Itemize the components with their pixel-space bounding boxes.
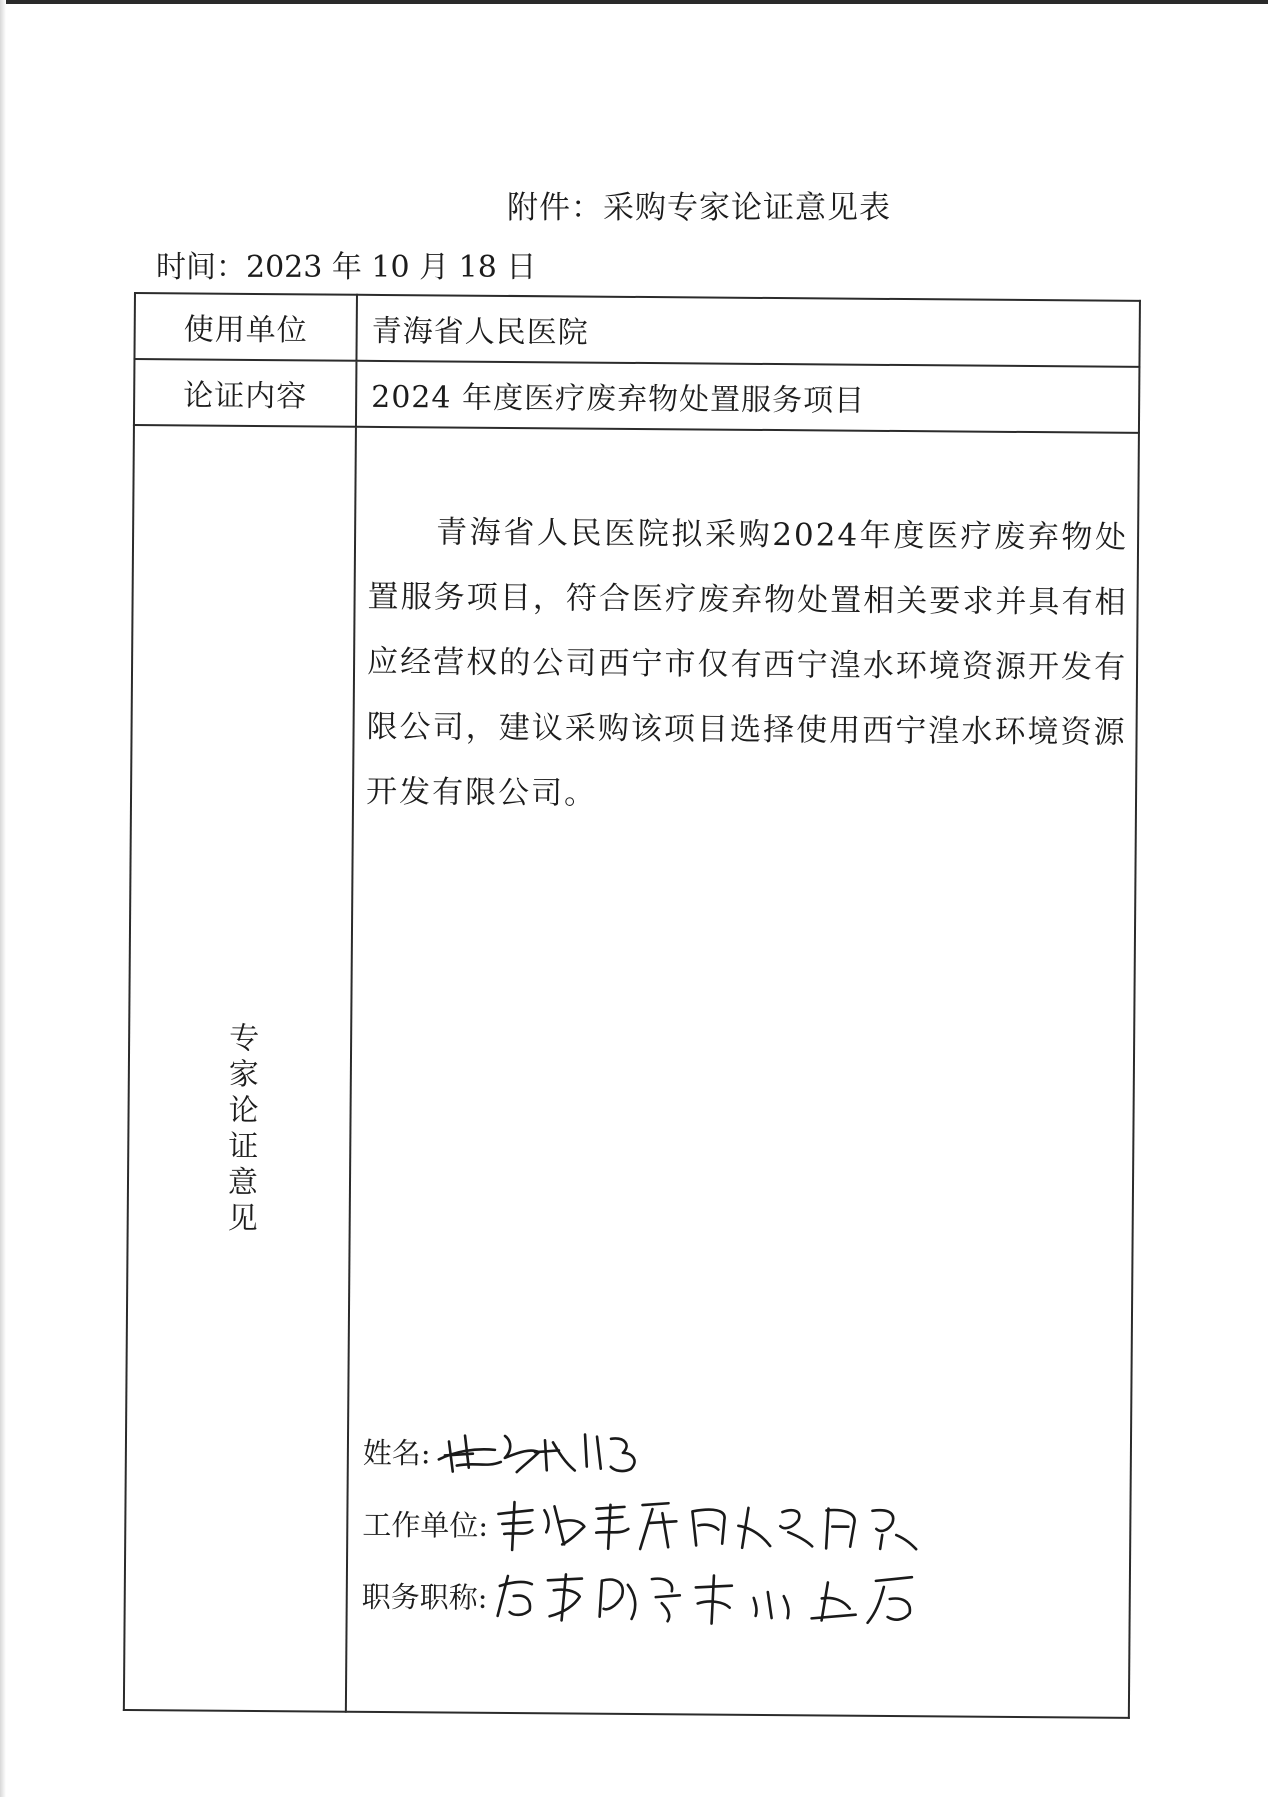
name-signature xyxy=(434,1421,684,1483)
document-title: 附件：采购专家论证意见表 xyxy=(507,190,891,226)
title-row xyxy=(361,1559,1122,1637)
handwritten-workplace-signature xyxy=(492,1494,962,1558)
title-label: 职务职称: xyxy=(361,1579,488,1615)
name-label: 姓名: xyxy=(362,1435,431,1470)
document-date: 时间：2023 年 10 月 18 日 xyxy=(156,250,537,285)
content-value: 2024 年度医疗废弃物处置服务项目 xyxy=(356,361,1139,433)
content-label: 论证内容 xyxy=(134,359,357,427)
content-row xyxy=(134,359,1139,433)
opinion-row xyxy=(124,425,1139,1718)
workplace-signature xyxy=(492,1494,962,1558)
opinion-text: 青海省人民医院拟采购2024年度医疗废弃物处置服务项目，符合医疗废弃物处置相关要求并具有相应经营权的公司西宁市仅有西宁湟水环境资源开发有限公司，建议采购该项目选择使用西宁湟水环境资源开发有限公司。 xyxy=(365,514,1129,812)
expert-opinion-form xyxy=(123,292,1141,1719)
handwritten-name-signature xyxy=(434,1421,684,1483)
opinion-cell xyxy=(346,427,1139,1718)
unit-value: 青海省人民医院 xyxy=(356,295,1139,367)
unit-row xyxy=(134,293,1139,367)
unit-label: 使用单位 xyxy=(134,293,357,361)
scan-top-edge xyxy=(0,0,1268,4)
scan-left-shadow xyxy=(0,0,6,1797)
title-signature xyxy=(491,1566,961,1630)
name-row xyxy=(363,1415,1124,1493)
signature-block xyxy=(361,1415,1123,1637)
opinion-label: 专家论证意见 xyxy=(221,1021,259,1238)
workplace-row xyxy=(362,1487,1123,1565)
handwritten-title-signature xyxy=(491,1566,961,1630)
workplace-label: 工作单位: xyxy=(362,1507,489,1543)
opinion-label-cell xyxy=(124,425,356,1712)
